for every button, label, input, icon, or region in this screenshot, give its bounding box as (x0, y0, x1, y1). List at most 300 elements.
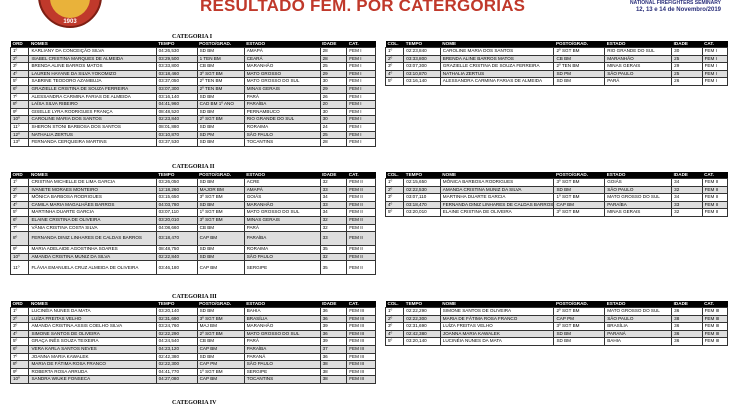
cell-rank: 5º (386, 338, 404, 346)
cell-name: SIMONE SANTOS DE OLIVEIRA (29, 330, 156, 338)
cell-rank-grade: MAJ BM (197, 323, 244, 331)
cell-name: VÂNIA CRISTINA COSTA SILVA (29, 224, 156, 232)
cell-time: 03:20,010 (404, 209, 441, 217)
cell-time: 04:03,780 (156, 201, 197, 209)
table-row (11, 108, 376, 116)
cell-name: BRENDA ALINE BARROS MATOS (440, 55, 554, 63)
table-row (11, 116, 376, 124)
cell-age: 34 (320, 209, 347, 217)
cell-rank: 1º (11, 48, 29, 56)
event-brand: NATIONAL FIREFIGHTERS SEMINARY (629, 0, 721, 6)
cell-name: SANDRA WIUKE FONSECA (29, 376, 156, 384)
cell-rank: 4º (11, 201, 29, 209)
cell-name: CAROLINE MARIA DOS SANTOS (29, 116, 156, 124)
cell-age: 36 (672, 323, 702, 331)
cell-state: BAHIA (244, 308, 320, 316)
cell-name: AMANDA CRISTINA MUNIZ DA SILVA (29, 253, 156, 261)
cell-rank-grade: 3º SGT BM (197, 70, 244, 78)
cell-rank: 2º (11, 315, 29, 323)
cell-name: IVANETE MORAES MONTEIRO (29, 186, 156, 194)
cell-category: FEM II (347, 246, 376, 254)
cell-rank: 8º (11, 361, 29, 369)
cell-rank-grade: MAJOR BM (197, 186, 244, 194)
cell-rank-grade: 3º SGT BM (197, 315, 244, 323)
cell-age: 37 (320, 345, 347, 353)
cell-rank-grade: 1º SGT BM (197, 368, 244, 376)
cell-name: VERA KARLA SANTOS NEVES (29, 345, 156, 353)
cell-state: BAHIA (605, 338, 672, 346)
table-row (11, 216, 376, 224)
cell-rank-grade: SD BM (554, 186, 605, 194)
cell-state: SERGIPE (244, 368, 320, 376)
cell-category: FEM I (347, 101, 376, 109)
cell-rank-grade: 2º TEN BM (197, 78, 244, 86)
cell-category: FEM III (702, 315, 727, 323)
cell-rank: 9º (11, 246, 29, 254)
cell-state: MINAS GERAIS (605, 63, 672, 71)
cell-state: TOCANTINS (244, 376, 320, 384)
cell-age: 38 (672, 315, 702, 323)
cell-rank-grade: 3º SGT BM (554, 179, 605, 187)
cell-time: 03:20,140 (404, 338, 441, 346)
category-1-results-table (10, 41, 376, 147)
cell-state: MATO GROSSO DO SUL (605, 194, 672, 202)
table-row (11, 253, 376, 261)
table-row (11, 345, 376, 353)
table-row (11, 261, 376, 275)
column-header-state: ESTADO (605, 301, 672, 308)
cell-state: PARÁ (244, 338, 320, 346)
cell-time: 08:48,520 (156, 108, 197, 116)
table-row (11, 368, 376, 376)
cell-name: GISELLE LYRA RODRIGUES FRANÇA (29, 108, 156, 116)
cell-time: 03:07,110 (156, 209, 197, 217)
cell-age: 26 (672, 78, 702, 86)
column-header-time: TEMPO (156, 172, 197, 179)
cell-category: FEM II (347, 253, 376, 261)
cell-category: FEM II (347, 179, 376, 187)
cell-rank-grade: SD BM (554, 78, 605, 86)
cell-time: 04:41,960 (156, 101, 197, 109)
column-header-age: IDADE (320, 172, 347, 179)
cell-category: FEM III (347, 345, 376, 353)
cell-rank-grade: CAP BM (197, 232, 244, 246)
cell-rank: 4º (386, 330, 404, 338)
cell-state: PARÁ (244, 93, 320, 101)
column-header-time: TEMPO (404, 41, 441, 48)
cell-time: 03:07,110 (404, 194, 441, 202)
table-row (386, 315, 728, 323)
cell-time: 02:22,300 (156, 361, 197, 369)
cell-rank: 8º (11, 232, 29, 246)
column-header-age: IDADE (672, 172, 702, 179)
cell-category: FEM II (347, 232, 376, 246)
cell-rank: 9º (11, 108, 29, 116)
column-header-rank: ORD (11, 301, 29, 308)
cell-name: LUÍZA FREITAS VELHO (29, 315, 156, 323)
cell-time: 02:22,290 (156, 330, 197, 338)
emblem-year: 1903 (63, 19, 77, 25)
table-row (11, 361, 376, 369)
cell-time: 03:18,460 (156, 70, 197, 78)
cell-time: 03:20,010 (156, 216, 197, 224)
cell-name: MÔNICA BARBOSA RODRIGUES (440, 179, 554, 187)
cell-rank-grade: 2º SGT BM (554, 308, 605, 316)
cell-age: 32 (320, 253, 347, 261)
cell-state: MARANHÃO (244, 201, 320, 209)
cell-rank: 2º (386, 186, 404, 194)
cell-name: LUCINÉIA NUNES DA MATA (29, 308, 156, 316)
cell-rank-grade: CAP BM (197, 376, 244, 384)
cell-name: MARIA DE FÁTIMA ROSA FRANCO (440, 315, 554, 323)
cell-rank: 5º (11, 338, 29, 346)
cell-time: 04:08,660 (156, 224, 197, 232)
cell-time: 03:18,470 (156, 232, 197, 246)
cell-age: 36 (672, 330, 702, 338)
cell-age: 33 (320, 232, 347, 246)
cell-state: PARAÍBA (605, 201, 672, 209)
cell-age: 36 (320, 353, 347, 361)
cell-rank: 6º (11, 85, 29, 93)
cell-age: 28 (320, 139, 347, 147)
cell-rank-grade: CAP PM (197, 361, 244, 369)
column-header-age: IDADE (320, 301, 347, 308)
cell-category: FEM II (347, 194, 376, 202)
column-header-time: TEMPO (156, 41, 197, 48)
column-header-name: NOME (440, 172, 554, 179)
cell-name: GRAZIELLE CRISTINA DE SOUZA FERREIRA (29, 85, 156, 93)
cell-rank: 7º (11, 93, 29, 101)
cell-rank-grade: 2º SGT BM (197, 116, 244, 124)
table-row (11, 93, 376, 101)
cell-rank: 11º (11, 123, 29, 131)
cell-age: 29 (320, 85, 347, 93)
cell-rank-grade: 3º SGT BM (554, 323, 605, 331)
cell-category: FEM I (702, 63, 727, 71)
column-header-time: TEMPO (404, 172, 441, 179)
cell-age: 30 (320, 78, 347, 86)
cell-name: MARTINHA DUARTE GARCIA (29, 209, 156, 217)
cell-time: 04:23,120 (156, 345, 197, 353)
cell-age: 36 (320, 315, 347, 323)
cell-name: FERNANDA CERQUEIRA MARTINS (29, 139, 156, 147)
cell-name: LAUREN HAYANE DA SILVA YOKOMIZO (29, 70, 156, 78)
cell-category: FEM III (347, 330, 376, 338)
column-header-state: ESTADO (244, 41, 320, 48)
cell-rank: 11º (11, 261, 29, 275)
cell-age: 33 (320, 201, 347, 209)
column-header-rank-grade: POSTO/GRAD. (197, 41, 244, 48)
cell-rank-grade: CB BM (197, 224, 244, 232)
cell-category: FEM II (347, 209, 376, 217)
cell-rank-grade: SD BM (197, 246, 244, 254)
table-row (11, 376, 376, 384)
category-3-ranking-table (385, 301, 728, 346)
cell-time: 12:18,260 (156, 186, 197, 194)
event-badge (617, 0, 721, 13)
table-row (11, 194, 376, 202)
table-row (11, 323, 376, 331)
cell-age: 25 (320, 131, 347, 139)
cell-age: 20 (320, 101, 347, 109)
cell-rank-grade: 1º SGT BM (197, 209, 244, 217)
cell-category: FEM II (347, 224, 376, 232)
cell-time: 03:20,140 (156, 308, 197, 316)
cell-rank-grade: CB BM (197, 338, 244, 346)
column-header-rank: ORD (11, 172, 29, 179)
cell-state: AMAPÁ (244, 48, 320, 56)
cell-category: FEM I (347, 48, 376, 56)
cell-age: 34 (320, 194, 347, 202)
cell-age: 36 (672, 338, 702, 346)
cell-name: ELAINE CRISTINA DE OLIVEIRA (440, 209, 554, 217)
cell-rank: 5º (11, 209, 29, 217)
cell-state: MARANHÃO (244, 63, 320, 71)
cell-age: 33 (672, 201, 702, 209)
cell-category: FEM I (702, 78, 727, 86)
cell-state: PERNAMBUCO (244, 108, 320, 116)
table-row (11, 209, 376, 217)
table-row (11, 232, 376, 246)
table-row (386, 63, 728, 71)
cell-category: FEM III (347, 361, 376, 369)
table-row (386, 194, 728, 202)
cell-state: MARANHÃO (244, 323, 320, 331)
cell-rank: 1º (11, 179, 29, 187)
cell-category: FEM II (347, 216, 376, 224)
cell-rank-grade: CB BM (197, 63, 244, 71)
cell-rank: 4º (11, 330, 29, 338)
cell-time: 02:42,380 (156, 353, 197, 361)
cell-name: LUCINÉIA NUNES DA MATA (440, 338, 554, 346)
cell-name: AMANDA CRISTINA ASSIS COELHO SILVA (29, 323, 156, 331)
cell-state: PARAÍBA (244, 101, 320, 109)
cell-category: FEM II (702, 194, 727, 202)
cell-age: 35 (320, 261, 347, 275)
table-row (11, 48, 376, 56)
cell-time: 03:33,800 (404, 55, 441, 63)
cell-age: 29 (672, 63, 702, 71)
cell-state: TOCANTINS (244, 139, 320, 147)
cell-rank: 3º (386, 323, 404, 331)
column-header-name: NOME (440, 41, 554, 48)
cell-category: FEM III (347, 338, 376, 346)
cell-state: MINAS GERAIS (244, 85, 320, 93)
cell-rank: 1º (386, 179, 404, 187)
cell-name: FERNANDA DINIZ LINHARES DE CALDAS BARROS (440, 201, 554, 209)
cell-category: FEM I (347, 139, 376, 147)
cell-rank: 1º (386, 308, 404, 316)
page-title: RESULTADO FEM. POR CATERGORIAS (200, 0, 526, 15)
table-row (386, 186, 728, 194)
cell-rank: 2º (11, 186, 29, 194)
cell-rank-grade: SD BM (197, 179, 244, 187)
cell-time: 04:41,770 (156, 368, 197, 376)
cell-category: FEM III (347, 353, 376, 361)
category-2-ranking-table (385, 172, 728, 217)
table-row (11, 330, 376, 338)
cell-age: 24 (320, 123, 347, 131)
table-row (386, 70, 728, 78)
cell-rank: 8º (11, 101, 29, 109)
cell-time: 03:24,760 (156, 323, 197, 331)
cell-state: GOIÁS (605, 179, 672, 187)
cell-state: MATO GROSSO DO SUL (605, 308, 672, 316)
cell-name: KARLIANY DA CONCEIÇÃO SILVA (29, 48, 156, 56)
cell-category: FEM II (702, 209, 727, 217)
cell-age: 36 (320, 330, 347, 338)
cell-rank-grade: 1º SGT BM (554, 194, 605, 202)
cell-time: 02:15,650 (404, 179, 441, 187)
cell-time: 08:48,750 (156, 246, 197, 254)
cell-state: PARANÁ (605, 330, 672, 338)
table-row (386, 330, 728, 338)
cell-rank-grade: 3º SGT BM (197, 194, 244, 202)
cell-category: FEM I (347, 116, 376, 124)
cell-age: 32 (320, 216, 347, 224)
column-header-rank-grade: POSTO/GRAD. (554, 41, 605, 48)
column-header-category: CAT. (702, 301, 727, 308)
cell-category: FEM III (702, 338, 727, 346)
cell-time: 03:46,180 (156, 261, 197, 275)
column-header-rank-grade: POSTO/GRAD. (197, 301, 244, 308)
cell-age: 33 (320, 186, 347, 194)
cell-state: SÃO PAULO (605, 70, 672, 78)
cell-name: CRISTINA MICHELLE DE LIMA GARCIA (29, 179, 156, 187)
column-header-name: NOMES (29, 172, 156, 179)
cell-rank: 10º (11, 376, 29, 384)
cell-age: 29 (320, 70, 347, 78)
table-row (11, 139, 376, 147)
cell-state: GOIÁS (244, 194, 320, 202)
cell-rank: 10º (11, 116, 29, 124)
cell-age: 32 (672, 209, 702, 217)
cell-category: FEM I (347, 55, 376, 63)
cell-category: FEM III (347, 376, 376, 384)
emblem-shield-icon (50, 0, 90, 18)
cell-name: FLÁVIA EMANUELA CRUZ ALMEIDA DE OLIVEIRA (29, 261, 156, 275)
cell-rank: 5º (11, 78, 29, 86)
cell-rank-grade: SD BM (554, 338, 605, 346)
cell-time: 02:31,690 (156, 315, 197, 323)
cell-state: RORAIMA (244, 246, 320, 254)
table-row (11, 123, 376, 131)
cell-name: NATHALIA ZERTUS (29, 131, 156, 139)
cell-time: 04:27,080 (156, 376, 197, 384)
cell-rank-grade: SD BM (554, 330, 605, 338)
cell-state: MINAS GERAIS (605, 209, 672, 217)
cell-time: 02:22,290 (404, 308, 441, 316)
cell-name: CAMILA MARIA MAGALHÃES BARROS (29, 201, 156, 209)
cell-age: 32 (672, 186, 702, 194)
cell-state: SÃO PAULO (605, 186, 672, 194)
cell-rank: 5º (386, 209, 404, 217)
table-row (11, 101, 376, 109)
cell-category: FEM III (702, 330, 727, 338)
cell-category: FEM I (702, 55, 727, 63)
cell-state: RORAIMA (244, 123, 320, 131)
cell-name: ROBERTA ROSA ARRUDA (29, 368, 156, 376)
cell-age: 38 (320, 361, 347, 369)
cell-name: SABRINE TEODORO AZAMBUJA (29, 78, 156, 86)
column-header-age: IDADE (672, 41, 702, 48)
category-3-results-table (10, 301, 376, 384)
cell-age: 39 (320, 338, 347, 346)
table-row (11, 186, 376, 194)
firefighter-emblem (38, 0, 102, 28)
cell-rank-grade: 2º TEN BM (197, 85, 244, 93)
cell-rank-grade: CB BM (554, 55, 605, 63)
cell-age: 36 (672, 308, 702, 316)
cell-category: FEM II (347, 261, 376, 275)
cell-rank: 5º (386, 78, 404, 86)
column-header-state: ESTADO (244, 301, 320, 308)
cell-name: SHERON STONI BARBOSA DOS SANTOS (29, 123, 156, 131)
cell-state: SÃO PAULO (244, 131, 320, 139)
table-row (11, 55, 376, 63)
category-3-title: CATEGORIA III (172, 294, 217, 300)
category-1-title: CATEGORIA I (172, 34, 213, 40)
cell-time: 03:26,050 (156, 179, 197, 187)
table-row (386, 179, 728, 187)
cell-rank-grade: SD BM (197, 123, 244, 131)
cell-rank: 2º (386, 55, 404, 63)
cell-name: GRAÇA INÊS SOUZA TEIXEIRA (29, 338, 156, 346)
cell-rank-grade: SD BM (197, 139, 244, 147)
table-row (11, 338, 376, 346)
cell-rank-grade: SD BM (197, 353, 244, 361)
cell-time: 03:07,300 (156, 85, 197, 93)
cell-state: RIO GRANDE DO SUL (605, 48, 672, 56)
cell-category: FEM III (347, 368, 376, 376)
cell-state: MATO GROSSO (244, 70, 320, 78)
column-header-rank: COL. (386, 301, 404, 308)
cell-age: 38 (320, 376, 347, 384)
cell-rank: 13º (11, 139, 29, 147)
cell-age: 26 (320, 93, 347, 101)
cell-name: MARIA ADELAIDE AGOSTINHA SOARES (29, 246, 156, 254)
cell-name: ISABEL CRISTINA MARQUES DE ALMEIDA (29, 55, 156, 63)
cell-rank: 3º (386, 194, 404, 202)
cell-category: FEM II (347, 186, 376, 194)
table-row (11, 78, 376, 86)
cell-time: 03:10,870 (156, 131, 197, 139)
cell-rank-grade: CAD BM 1º ANO (197, 101, 244, 109)
column-header-rank-grade: POSTO/GRAD. (554, 301, 605, 308)
cell-name: SIMONE SANTOS DE OLIVEIRA (440, 308, 554, 316)
cell-rank-grade: CAP BM (554, 201, 605, 209)
cell-rank: 6º (11, 345, 29, 353)
column-header-category: CAT. (702, 41, 727, 48)
cell-category: FEM III (702, 308, 727, 316)
cell-state: MINAS GERAIS (244, 216, 320, 224)
cell-category: FEM III (702, 323, 727, 331)
cell-name: ALESSANDRA CARMINA FARIAS DE ALMEIDA (440, 78, 554, 86)
cell-category: FEM I (347, 63, 376, 71)
table-row (11, 179, 376, 187)
cell-age: 25 (672, 70, 702, 78)
category-4-title: CATEGORIA IV (172, 400, 217, 406)
column-header-age: IDADE (320, 41, 347, 48)
cell-state: MARANHÃO (605, 55, 672, 63)
cell-state: SÃO PAULO (605, 315, 672, 323)
cell-rank: 3º (11, 323, 29, 331)
table-row (386, 338, 728, 346)
cell-state: MATO GROSSO DO SUL (244, 330, 320, 338)
column-header-category: CAT. (347, 172, 376, 179)
column-header-category: CAT. (702, 172, 727, 179)
cell-state: PARÁ (605, 78, 672, 86)
